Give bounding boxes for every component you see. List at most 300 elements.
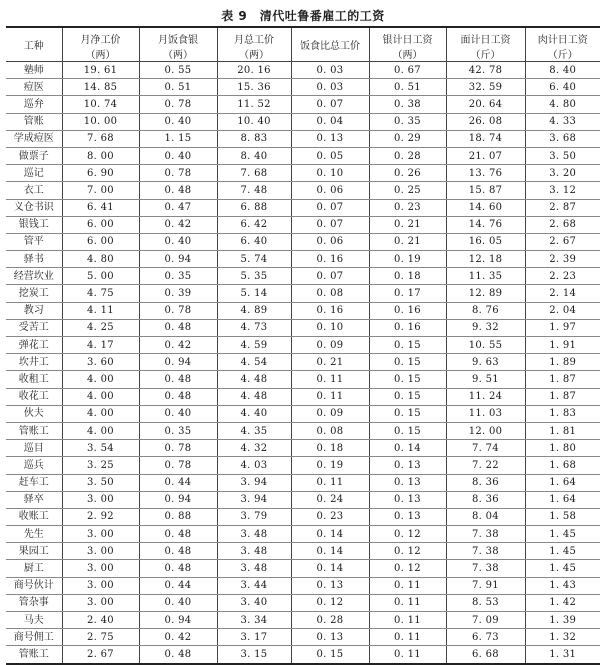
cell-daily-meat: 1. 91 [525, 337, 600, 354]
cell-food-ratio: 0. 07 [291, 96, 369, 113]
cell-monthly-total: 4. 48 [217, 371, 291, 388]
cell-name: 管账工 [6, 646, 62, 664]
cell-monthly-net: 14. 85 [62, 79, 139, 96]
cell-monthly-total: 3. 17 [217, 629, 291, 646]
cell-monthly-total: 3. 48 [217, 560, 291, 577]
cell-monthly-net: 4. 17 [62, 337, 139, 354]
cell-monthly-net: 6. 90 [62, 165, 139, 182]
cell-monthly-total: 3. 94 [217, 491, 291, 508]
table-row [6, 457, 600, 474]
cell-monthly-food: 0. 42 [139, 216, 217, 233]
cell-monthly-total: 3. 94 [217, 474, 291, 491]
cell-daily-meat: 1. 45 [525, 560, 600, 577]
cell-daily-flour: 12. 89 [446, 285, 525, 302]
cell-daily-flour: 9. 63 [446, 354, 525, 371]
cell-monthly-food: 0. 94 [139, 251, 217, 268]
cell-daily-meat: 1. 45 [525, 543, 600, 560]
cell-food-ratio: 0. 11 [291, 371, 369, 388]
table-header [6, 27, 600, 62]
cell-food-ratio: 0. 06 [291, 233, 369, 250]
table-row [6, 422, 600, 439]
table-row [6, 440, 600, 457]
cell-food-ratio: 0. 13 [291, 130, 369, 147]
table-row [6, 216, 600, 233]
cell-daily-flour: 7. 91 [446, 577, 525, 594]
cell-daily-meat: 1. 31 [525, 646, 600, 664]
cell-name: 巡记 [6, 165, 62, 182]
cell-name: 管账 [6, 113, 62, 130]
cell-monthly-total: 4. 40 [217, 405, 291, 422]
cell-daily-silver: 0. 11 [369, 577, 446, 594]
cell-daily-silver: 0. 25 [369, 182, 446, 199]
cell-daily-meat: 1. 64 [525, 474, 600, 491]
cell-daily-meat: 1. 87 [525, 371, 600, 388]
table-row [6, 251, 600, 268]
cell-daily-silver: 0. 15 [369, 422, 446, 439]
cell-name: 收账工 [6, 508, 62, 525]
cell-food-ratio: 0. 07 [291, 199, 369, 216]
cell-monthly-net: 4. 75 [62, 285, 139, 302]
cell-monthly-net: 6. 41 [62, 199, 139, 216]
table-row [6, 405, 600, 422]
cell-monthly-net: 6. 00 [62, 216, 139, 233]
cell-monthly-total: 4. 35 [217, 422, 291, 439]
cell-monthly-total: 4. 73 [217, 319, 291, 336]
cell-monthly-total: 4. 48 [217, 388, 291, 405]
cell-daily-silver: 0. 11 [369, 612, 446, 629]
cell-monthly-total: 20. 16 [217, 62, 291, 79]
table-row [6, 594, 600, 611]
cell-daily-flour: 11. 35 [446, 268, 525, 285]
cell-daily-meat: 3. 50 [525, 147, 600, 164]
cell-daily-flour: 6. 68 [446, 646, 525, 664]
cell-monthly-net: 5. 00 [62, 268, 139, 285]
cell-daily-meat: 4. 80 [525, 96, 600, 113]
cell-monthly-total: 3. 15 [217, 646, 291, 664]
cell-daily-meat: 1. 45 [525, 526, 600, 543]
cell-name: 管账工 [6, 422, 62, 439]
cell-name: 赶车工 [6, 474, 62, 491]
cell-monthly-food: 0. 42 [139, 629, 217, 646]
cell-name: 经营坎业 [6, 268, 62, 285]
cell-daily-flour: 9. 32 [446, 319, 525, 336]
cell-daily-flour: 13. 76 [446, 165, 525, 182]
cell-monthly-net: 2. 67 [62, 646, 139, 664]
cell-name: 先生 [6, 526, 62, 543]
cell-daily-silver: 0. 11 [369, 629, 446, 646]
cell-food-ratio: 0. 19 [291, 457, 369, 474]
unit-monthly-net: （两） [62, 46, 139, 62]
header-monthly-net: 月净工价 [62, 27, 139, 46]
cell-food-ratio: 0. 18 [291, 440, 369, 457]
cell-name: 商号伙计 [6, 577, 62, 594]
cell-daily-flour: 7. 74 [446, 440, 525, 457]
wage-table [6, 26, 600, 665]
cell-monthly-food: 0. 78 [139, 165, 217, 182]
cell-daily-flour: 11. 24 [446, 388, 525, 405]
cell-monthly-net: 4. 00 [62, 405, 139, 422]
cell-daily-silver: 0. 35 [369, 113, 446, 130]
cell-food-ratio: 0. 16 [291, 302, 369, 319]
cell-monthly-food: 0. 47 [139, 199, 217, 216]
cell-daily-meat: 1. 42 [525, 594, 600, 611]
cell-daily-meat: 2. 87 [525, 199, 600, 216]
cell-monthly-total: 3. 44 [217, 577, 291, 594]
table-row [6, 612, 600, 629]
cell-monthly-total: 3. 40 [217, 594, 291, 611]
table-row [6, 62, 600, 79]
cell-daily-flour: 26. 08 [446, 113, 525, 130]
cell-daily-flour: 7. 38 [446, 526, 525, 543]
unit-monthly-total: （两） [217, 46, 291, 62]
cell-food-ratio: 0. 23 [291, 508, 369, 525]
cell-name: 教习 [6, 302, 62, 319]
header-row-labels [6, 27, 600, 46]
cell-monthly-total: 10. 40 [217, 113, 291, 130]
cell-food-ratio: 0. 03 [291, 79, 369, 96]
cell-daily-silver: 0. 23 [369, 199, 446, 216]
cell-daily-flour: 12. 18 [446, 251, 525, 268]
cell-food-ratio: 0. 09 [291, 337, 369, 354]
cell-name: 衣工 [6, 182, 62, 199]
cell-monthly-net: 3. 00 [62, 577, 139, 594]
cell-food-ratio: 0. 10 [291, 319, 369, 336]
cell-daily-meat: 3. 68 [525, 130, 600, 147]
cell-monthly-food: 0. 42 [139, 337, 217, 354]
cell-monthly-food: 0. 94 [139, 491, 217, 508]
cell-daily-silver: 0. 13 [369, 474, 446, 491]
cell-daily-flour: 7. 38 [446, 543, 525, 560]
cell-daily-silver: 0. 12 [369, 526, 446, 543]
cell-monthly-total: 11. 52 [217, 96, 291, 113]
cell-daily-flour: 7. 09 [446, 612, 525, 629]
cell-daily-flour: 6. 73 [446, 629, 525, 646]
cell-daily-meat: 3. 20 [525, 165, 600, 182]
cell-monthly-total: 15. 36 [217, 79, 291, 96]
cell-daily-meat: 1. 97 [525, 319, 600, 336]
cell-name: 巡弁 [6, 96, 62, 113]
cell-name: 做票子 [6, 147, 62, 164]
table-row [6, 233, 600, 250]
cell-monthly-net: 3. 00 [62, 526, 139, 543]
cell-food-ratio: 0. 11 [291, 388, 369, 405]
cell-monthly-food: 0. 48 [139, 388, 217, 405]
cell-monthly-net: 7. 00 [62, 182, 139, 199]
cell-monthly-food: 0. 78 [139, 440, 217, 457]
cell-monthly-food: 0. 40 [139, 233, 217, 250]
cell-monthly-net: 4. 80 [62, 251, 139, 268]
cell-food-ratio: 0. 08 [291, 285, 369, 302]
cell-name: 痘医 [6, 79, 62, 96]
cell-food-ratio: 0. 15 [291, 646, 369, 664]
cell-name: 果园工 [6, 543, 62, 560]
cell-monthly-net: 3. 25 [62, 457, 139, 474]
unit-daily-flour: （斤） [446, 46, 525, 62]
cell-monthly-total: 6. 88 [217, 199, 291, 216]
cell-daily-silver: 0. 26 [369, 165, 446, 182]
cell-monthly-food: 0. 55 [139, 62, 217, 79]
cell-name: 收租工 [6, 371, 62, 388]
table-row [6, 79, 600, 96]
cell-daily-flour: 10. 55 [446, 337, 525, 354]
table-row [6, 199, 600, 216]
cell-daily-meat: 1. 87 [525, 388, 600, 405]
cell-daily-meat: 1. 83 [525, 405, 600, 422]
cell-name: 马夫 [6, 612, 62, 629]
cell-daily-meat: 2. 39 [525, 251, 600, 268]
cell-daily-flour: 8. 36 [446, 474, 525, 491]
table-row [6, 113, 600, 130]
table-row [6, 130, 600, 147]
table-row [6, 337, 600, 354]
cell-daily-silver: 0. 11 [369, 594, 446, 611]
cell-daily-meat: 8. 40 [525, 62, 600, 79]
cell-monthly-food: 0. 44 [139, 577, 217, 594]
cell-monthly-net: 2. 40 [62, 612, 139, 629]
header-food-ratio: 饭食比总工价 [291, 27, 369, 62]
table-row [6, 302, 600, 319]
cell-monthly-net: 2. 75 [62, 629, 139, 646]
cell-monthly-net: 3. 00 [62, 543, 139, 560]
cell-monthly-net: 3. 60 [62, 354, 139, 371]
cell-daily-flour: 18. 74 [446, 130, 525, 147]
cell-monthly-food: 0. 35 [139, 268, 217, 285]
cell-monthly-total: 4. 03 [217, 457, 291, 474]
cell-daily-silver: 0. 12 [369, 560, 446, 577]
cell-food-ratio: 0. 13 [291, 629, 369, 646]
cell-daily-silver: 0. 17 [369, 285, 446, 302]
cell-monthly-total: 3. 79 [217, 508, 291, 525]
cell-name: 管杂事 [6, 594, 62, 611]
cell-daily-meat: 3. 12 [525, 182, 600, 199]
cell-daily-flour: 14. 60 [446, 199, 525, 216]
table-row [6, 268, 600, 285]
cell-monthly-net: 19. 61 [62, 62, 139, 79]
cell-monthly-total: 3. 34 [217, 612, 291, 629]
header-name: 工种 [6, 27, 62, 62]
cell-daily-silver: 0. 29 [369, 130, 446, 147]
cell-food-ratio: 0. 08 [291, 422, 369, 439]
table-row [6, 147, 600, 164]
cell-name: 厨工 [6, 560, 62, 577]
cell-food-ratio: 0. 21 [291, 354, 369, 371]
unit-daily-silver: （两） [369, 46, 446, 62]
cell-monthly-total: 7. 48 [217, 182, 291, 199]
cell-monthly-net: 10. 74 [62, 96, 139, 113]
cell-monthly-food: 0. 44 [139, 474, 217, 491]
cell-monthly-total: 4. 89 [217, 302, 291, 319]
cell-food-ratio: 0. 14 [291, 543, 369, 560]
cell-daily-flour: 15. 87 [446, 182, 525, 199]
cell-monthly-net: 4. 11 [62, 302, 139, 319]
cell-daily-flour: 7. 22 [446, 457, 525, 474]
cell-daily-silver: 0. 21 [369, 216, 446, 233]
cell-monthly-net: 2. 92 [62, 508, 139, 525]
cell-daily-silver: 0. 15 [369, 405, 446, 422]
table-row [6, 560, 600, 577]
cell-food-ratio: 0. 05 [291, 147, 369, 164]
cell-daily-meat: 1. 80 [525, 440, 600, 457]
cell-food-ratio: 0. 11 [291, 474, 369, 491]
table-row [6, 577, 600, 594]
cell-monthly-food: 0. 48 [139, 526, 217, 543]
cell-monthly-food: 0. 48 [139, 543, 217, 560]
cell-monthly-food: 0. 39 [139, 285, 217, 302]
cell-monthly-total: 6. 40 [217, 233, 291, 250]
cell-name: 挖炭工 [6, 285, 62, 302]
cell-monthly-net: 7. 68 [62, 130, 139, 147]
cell-name: 巡目 [6, 440, 62, 457]
cell-monthly-food: 0. 78 [139, 302, 217, 319]
cell-food-ratio: 0. 13 [291, 577, 369, 594]
cell-monthly-net: 4. 00 [62, 388, 139, 405]
cell-monthly-total: 8. 40 [217, 147, 291, 164]
cell-name: 塾师 [6, 62, 62, 79]
unit-daily-meat: （斤） [525, 46, 600, 62]
cell-food-ratio: 0. 07 [291, 268, 369, 285]
cell-monthly-food: 0. 35 [139, 422, 217, 439]
header-daily-flour: 面计日工资 [446, 27, 525, 46]
cell-name: 收花工 [6, 388, 62, 405]
cell-food-ratio: 0. 06 [291, 182, 369, 199]
cell-food-ratio: 0. 24 [291, 491, 369, 508]
cell-monthly-net: 8. 00 [62, 147, 139, 164]
cell-name: 弹花工 [6, 337, 62, 354]
cell-monthly-food: 0. 40 [139, 113, 217, 130]
cell-monthly-food: 0. 40 [139, 147, 217, 164]
cell-daily-silver: 0. 21 [369, 233, 446, 250]
table-row [6, 285, 600, 302]
cell-daily-silver: 0. 15 [369, 337, 446, 354]
cell-daily-silver: 0. 11 [369, 646, 446, 664]
cell-monthly-food: 0. 94 [139, 612, 217, 629]
cell-monthly-food: 0. 48 [139, 560, 217, 577]
cell-name: 学成痘医 [6, 130, 62, 147]
cell-monthly-food: 0. 51 [139, 79, 217, 96]
cell-food-ratio: 0. 04 [291, 113, 369, 130]
cell-daily-flour: 8. 04 [446, 508, 525, 525]
cell-daily-flour: 14. 76 [446, 216, 525, 233]
unit-monthly-food: （两） [139, 46, 217, 62]
cell-daily-silver: 0. 19 [369, 251, 446, 268]
cell-food-ratio: 0. 14 [291, 526, 369, 543]
cell-monthly-total: 6. 42 [217, 216, 291, 233]
cell-monthly-total: 5. 14 [217, 285, 291, 302]
cell-daily-meat: 4. 33 [525, 113, 600, 130]
cell-food-ratio: 0. 09 [291, 405, 369, 422]
cell-daily-flour: 11. 03 [446, 405, 525, 422]
cell-monthly-total: 5. 35 [217, 268, 291, 285]
cell-daily-flour: 21. 07 [446, 147, 525, 164]
cell-monthly-food: 0. 40 [139, 594, 217, 611]
cell-monthly-food: 0. 40 [139, 405, 217, 422]
cell-name: 商号佣工 [6, 629, 62, 646]
cell-daily-meat: 2. 14 [525, 285, 600, 302]
table-row [6, 388, 600, 405]
header-monthly-total: 月总工价 [217, 27, 291, 46]
cell-daily-flour: 16. 05 [446, 233, 525, 250]
table-row [6, 474, 600, 491]
cell-monthly-total: 3. 48 [217, 526, 291, 543]
cell-monthly-net: 3. 50 [62, 474, 139, 491]
cell-daily-silver: 0. 12 [369, 543, 446, 560]
cell-daily-flour: 8. 53 [446, 594, 525, 611]
cell-daily-silver: 0. 16 [369, 319, 446, 336]
table-row [6, 165, 600, 182]
cell-daily-silver: 0. 38 [369, 96, 446, 113]
cell-daily-silver: 0. 13 [369, 508, 446, 525]
cell-daily-flour: 20. 64 [446, 96, 525, 113]
cell-daily-meat: 1. 64 [525, 491, 600, 508]
cell-daily-meat: 1. 43 [525, 577, 600, 594]
cell-monthly-total: 4. 59 [217, 337, 291, 354]
cell-monthly-food: 0. 88 [139, 508, 217, 525]
cell-monthly-total: 3. 48 [217, 543, 291, 560]
cell-daily-silver: 0. 15 [369, 388, 446, 405]
cell-monthly-net: 3. 00 [62, 560, 139, 577]
table-caption: 表 9 清代吐鲁番雇工的工资 [221, 9, 385, 23]
table-row [6, 629, 600, 646]
cell-daily-silver: 0. 18 [369, 268, 446, 285]
cell-monthly-food: 0. 94 [139, 354, 217, 371]
cell-daily-meat: 2. 68 [525, 216, 600, 233]
cell-name: 坎井工 [6, 354, 62, 371]
cell-daily-silver: 0. 15 [369, 371, 446, 388]
cell-food-ratio: 0. 14 [291, 560, 369, 577]
table-row [6, 491, 600, 508]
cell-food-ratio: 0. 10 [291, 165, 369, 182]
cell-food-ratio: 0. 16 [291, 251, 369, 268]
cell-daily-silver: 0. 16 [369, 302, 446, 319]
cell-monthly-net: 10. 00 [62, 113, 139, 130]
cell-monthly-net: 4. 00 [62, 422, 139, 439]
table-row [6, 182, 600, 199]
cell-daily-flour: 32. 59 [446, 79, 525, 96]
cell-daily-flour: 8. 76 [446, 302, 525, 319]
cell-monthly-food: 0. 48 [139, 371, 217, 388]
cell-monthly-net: 3. 00 [62, 594, 139, 611]
cell-monthly-net: 4. 00 [62, 371, 139, 388]
cell-daily-flour: 7. 38 [446, 560, 525, 577]
cell-daily-silver: 0. 14 [369, 440, 446, 457]
header-monthly-food: 月饭食银 [139, 27, 217, 46]
cell-name: 管平 [6, 233, 62, 250]
cell-name: 巡兵 [6, 457, 62, 474]
cell-daily-meat: 2. 67 [525, 233, 600, 250]
cell-name: 受苦工 [6, 319, 62, 336]
cell-monthly-food: 1. 15 [139, 130, 217, 147]
cell-monthly-food: 0. 48 [139, 319, 217, 336]
cell-monthly-total: 4. 54 [217, 354, 291, 371]
cell-daily-silver: 0. 15 [369, 354, 446, 371]
cell-monthly-total: 5. 74 [217, 251, 291, 268]
cell-monthly-food: 0. 48 [139, 646, 217, 664]
cell-daily-meat: 1. 39 [525, 612, 600, 629]
cell-daily-silver: 0. 67 [369, 62, 446, 79]
cell-monthly-net: 3. 00 [62, 491, 139, 508]
table-row [6, 319, 600, 336]
cell-daily-silver: 0. 51 [369, 79, 446, 96]
cell-monthly-total: 4. 32 [217, 440, 291, 457]
header-daily-meat: 肉计日工资 [525, 27, 600, 46]
cell-monthly-net: 6. 00 [62, 233, 139, 250]
cell-daily-meat: 1. 89 [525, 354, 600, 371]
cell-daily-meat: 2. 23 [525, 268, 600, 285]
cell-daily-flour: 8. 36 [446, 491, 525, 508]
cell-monthly-net: 3. 54 [62, 440, 139, 457]
cell-name: 伙夫 [6, 405, 62, 422]
cell-name: 驿书 [6, 251, 62, 268]
